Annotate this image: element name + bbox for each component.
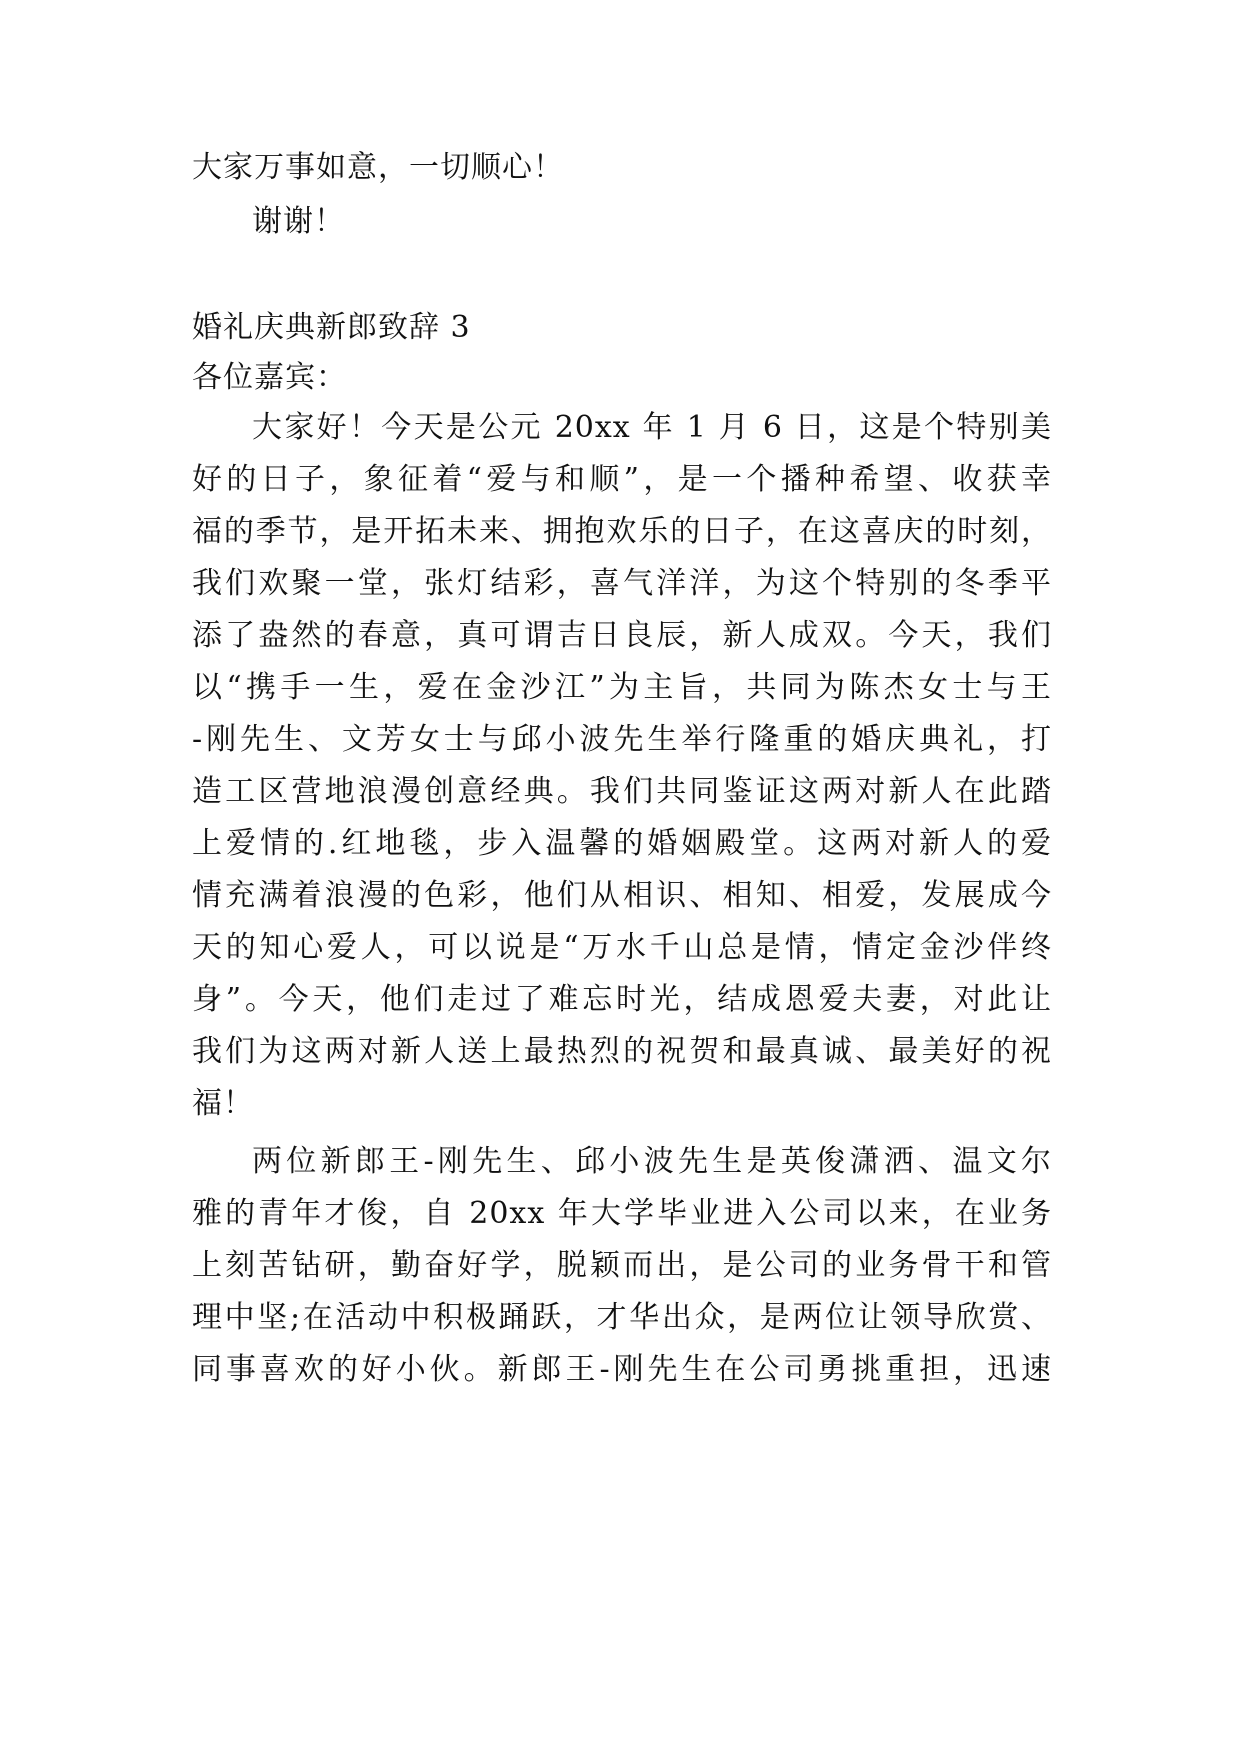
paragraph1-line: 我们为这两对新人送上最热烈的祝贺和最真诚、最美好的祝 [192,1034,1052,1069]
paragraph1-line: 我们欢聚一堂，张灯结彩，喜气洋洋，为这个特别的冬季平 [192,566,1052,601]
paragraph1-line: 添了盎然的春意，真可谓吉日良辰，新人成双。今天，我们 [192,618,1052,653]
paragraph1-line: 福！ [192,1086,254,1121]
paragraph1-line: 身”。今天，他们走过了难忘时光，结成恩爱夫妻，对此让 [192,982,1052,1017]
paragraph1-line: 上爱情的.红地毯，步入温馨的婚姻殿堂。这两对新人的爱 [192,826,1052,861]
paragraph2-line: 上刻苦钻研，勤奋好学，脱颖而出，是公司的业务骨干和管 [192,1248,1052,1283]
closing-thanks: 谢谢！ [252,204,345,239]
paragraph2-line: 雅的青年才俊，自 20xx 年大学毕业进入公司以来，在业务 [192,1196,1052,1231]
paragraph1-line: 福的季节，是开拓未来、拥抱欢乐的日子，在这喜庆的时刻， [192,514,1052,549]
paragraph1-line: 大家好！今天是公元 20xx 年 1 月 6 日，这是个特别美 [252,410,1052,445]
section-title: 婚礼庆典新郎致辞 3 [192,310,471,345]
paragraph1-line: 以“携手一生，爱在金沙江”为主旨，共同为陈杰女士与王 [192,670,1052,705]
paragraph1-line: 造工区营地浪漫创意经典。我们共同鉴证这两对新人在此踏 [192,774,1052,809]
paragraph1-line: 情充满着浪漫的色彩，他们从相识、相知、相爱，发展成今 [192,878,1052,913]
paragraph2-line: 两位新郎王-刚先生、邱小波先生是英俊潇洒、温文尔 [252,1144,1052,1179]
paragraph1-line: 天的知心爱人，可以说是“万水千山总是情，情定金沙伴终 [192,930,1052,965]
salutation: 各位嘉宾： [192,360,347,395]
paragraph2-line: 同事喜欢的好小伙。新郎王-刚先生在公司勇挑重担，迅速 [192,1352,1052,1387]
paragraph1-line: 好的日子，象征着“爱与和顺”，是一个播种希望、收获幸 [192,462,1052,497]
closing-line: 大家万事如意，一切顺心！ [192,150,564,185]
paragraph1-line: -刚先生、文芳女士与邱小波先生举行隆重的婚庆典礼，打 [192,722,1052,757]
paragraph2-line: 理中坚;在活动中积极踊跃，才华出众，是两位让领导欣赏、 [192,1300,1052,1335]
